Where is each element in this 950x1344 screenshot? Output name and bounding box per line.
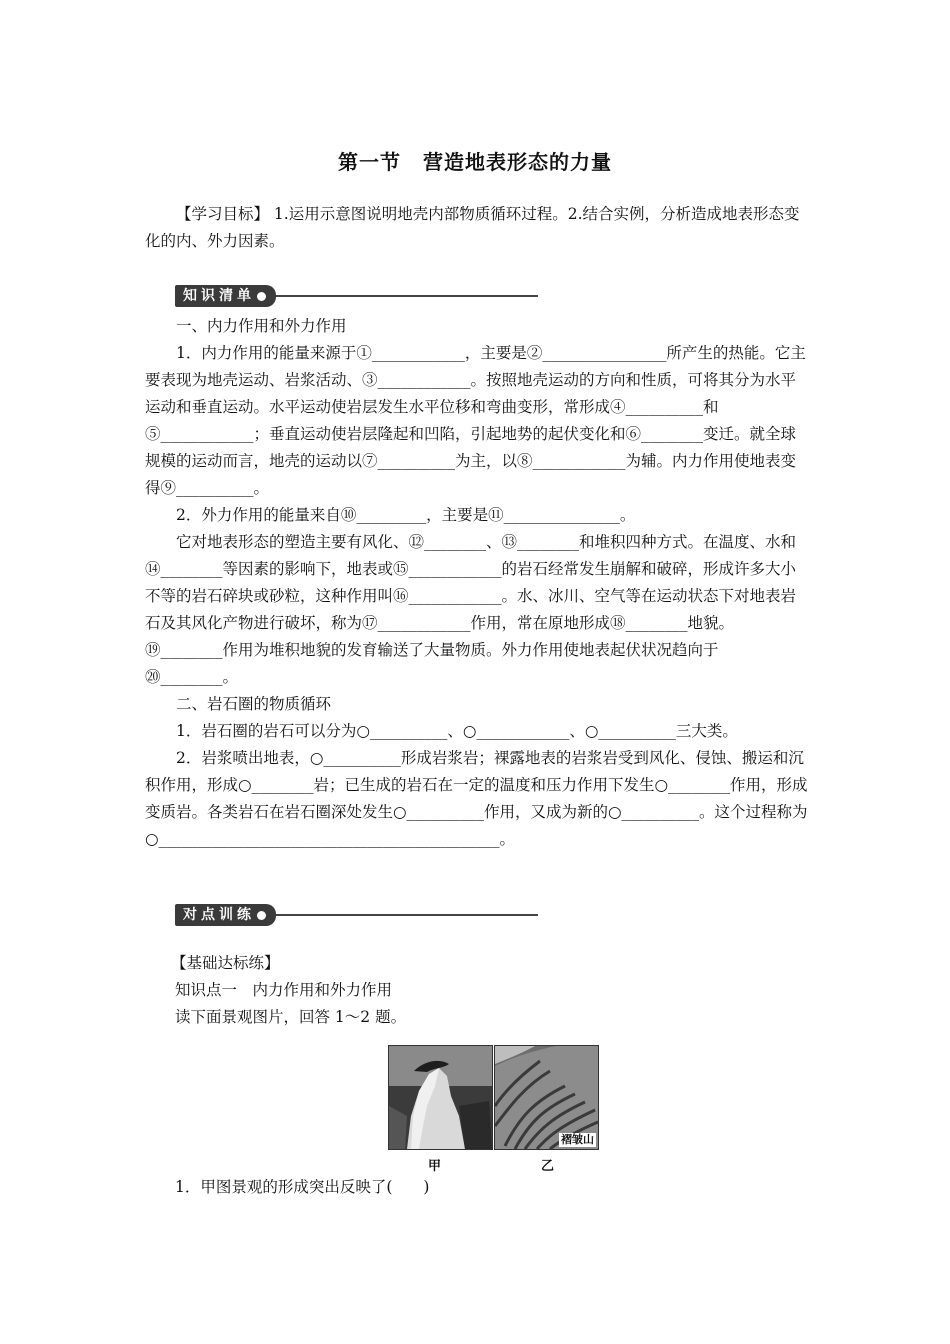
knowledge-section [145, 313, 810, 853]
banner-rule [276, 295, 538, 297]
page-title [0, 146, 950, 175]
banner-text: 知识清单 [183, 288, 255, 304]
knowledge-point: 知识点一 内力作用和外力作用 [175, 981, 393, 999]
banner-label [175, 904, 276, 926]
paragraph-rock-types: 1．岩石圈的岩石可以分为○__________、○____________、○__________三大类。 [176, 722, 738, 740]
landscape-figures [388, 1045, 600, 1150]
question-1: 1．甲图景观的形成突出反映了( ) [175, 1178, 430, 1196]
figure-jia-caption: 甲 [428, 1159, 442, 1174]
instruction: 读下面景观图片，回答 1～2 题。 [175, 1008, 407, 1026]
learning-objectives [145, 201, 810, 255]
paragraph-internal-forces: 1．内力作用的能量来源于①____________，主要是②________________所产生的热能。它主要表现为地壳运动、岩浆活动、③____________。按照地壳运动的方向和性质，可将其分为水平运动和垂直运动。水平运动使岩层发生水平位移和弯曲变形，常形成④__________和⑤____________；垂直运动使岩层隆起和凹陷，引起地势的起伏变化和⑥________变迁。就全球规模的运动而言，地壳的运动以⑦__________为主，以⑧____________为辅。内力作用使地表变得⑨__________。 [145, 344, 806, 497]
section1-heading: 一、内力作用和外力作用 [176, 317, 347, 335]
banner-label [175, 285, 276, 307]
basic-heading: 【基础达标练】 [171, 954, 280, 972]
paragraph-rock-cycle: 2．岩浆喷出地表，○__________形成岩浆岩；裸露地表的岩浆岩受到风化、侵蚀、搬运和沉积作用，形成○________岩；已生成的岩石在一定的温度和压力作用下发生○________作用，形成变质岩。各类岩石在岩石圈深处发生○__________作用，又成为新的○__________。这个过程称为○____________________________________________。 [145, 749, 808, 848]
figure-yi-caption: 乙 [541, 1159, 555, 1174]
paragraph-external-energy: 2．外力作用的能量来自⑩_________，主要是⑪_______________。 [176, 506, 636, 524]
paragraph-external-processes: 它对地表形态的塑造主要有风化、⑫________、⑬________和堆积四种方式。在温度、水和⑭________等因素的影响下，地表或⑮____________的岩石经常发生崩解和破碎，形成许多大小不等的岩石碎块或砂粒，这种作用叫⑯____________。水、冰川、空气等在运动状态下对地表岩石及其风化产物进行破坏，称为⑰____________作用，常在原地形成⑱________地貌。⑲________作用为堆积地貌的发育输送了大量物质。外力作用使地表起伏状况趋向于⑳________。 [145, 533, 797, 686]
figure-jia-image [388, 1045, 493, 1150]
practice-section [145, 950, 810, 1031]
practice-banner [175, 904, 538, 926]
knowledge-list-banner [175, 285, 538, 307]
objectives-text: 【学习目标】 1.运用示意图说明地壳内部物质循环过程。2.结合实例，分析造成地表形态变化的内、外力因素。 [145, 205, 800, 250]
dot-icon [257, 292, 266, 301]
figure-yi-label: 褶皱山 [561, 1133, 594, 1146]
section2-heading: 二、岩石圈的物质循环 [176, 695, 332, 713]
dot-icon [257, 911, 266, 920]
figure-yi-image [494, 1045, 599, 1150]
title-section-number: 第一节 [338, 150, 401, 174]
banner-rule [276, 914, 538, 916]
question-section [145, 1174, 810, 1201]
title-text: 营造地表形态的力量 [423, 150, 612, 174]
banner-text: 对点训练 [183, 907, 255, 923]
